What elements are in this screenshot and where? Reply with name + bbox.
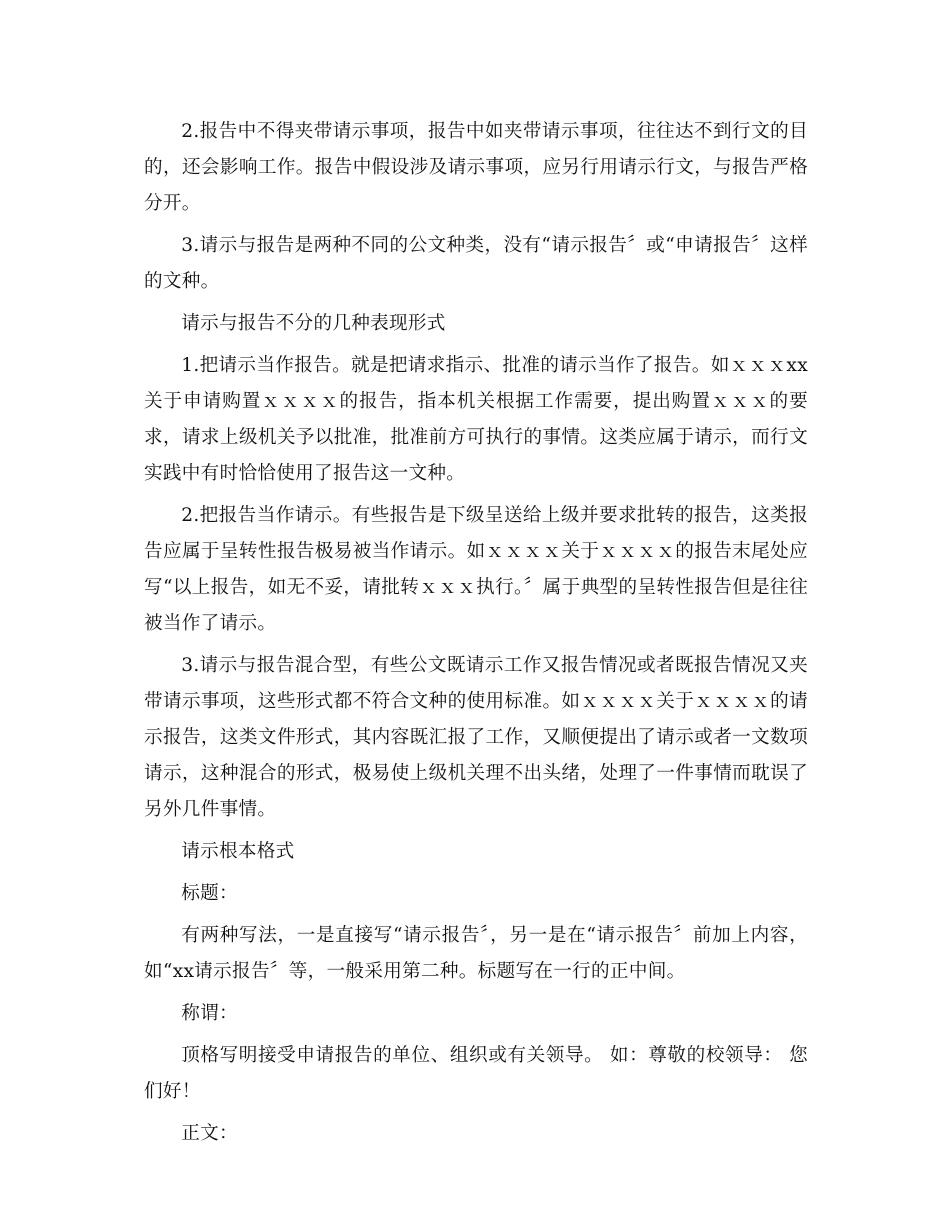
label-body: 正文： xyxy=(181,1123,238,1144)
section-heading-forms: 请示与报告不分的几种表现形式 xyxy=(181,313,446,334)
paragraph-report-as-request: 2.把报告当作请示。有些报告是下级呈送给上级并要求批转的报告，这类报告应属于呈转性报告极易被当作请示。如ｘｘｘｘ关于ｘｘｘｘ的报告末尾处应写“以上报告，如无不妥，请批转ｘｘｘ执行。〞属于典型的呈转性报告但是往往被当作了请示。 xyxy=(144,505,808,634)
paragraph-report-no-request: 2.报告中不得夹带请示事项，报告中如夹带请示事项，往往达不到行文的目的，还会影响工作。报告中假设涉及请示事项，应另行用请示行文，与报告严格分开。 xyxy=(144,121,808,214)
label-salutation: 称谓： xyxy=(181,1003,238,1024)
section-heading-format: 请示根本格式 xyxy=(181,841,295,862)
document-page xyxy=(144,114,808,1158)
label-title: 标题： xyxy=(181,883,238,904)
paragraph-different-types: 3.请示与报告是两种不同的公文种类，没有“请示报告〞或“申请报告〞这样的文种。 xyxy=(144,235,808,292)
paragraph-request-as-report: 1.把请示当作报告。就是把请求指示、批准的请示当作了报告。如ｘｘｘxx关于申请购置ｘｘｘｘ的报告，指本机关根据工作需要，提出购置ｘｘｘ的要求，请求上级机关予以批准，批准前方可执行的事情。这类应属于请示，而行文实践中有时恰恰使用了报告这一文种。 xyxy=(144,355,808,484)
paragraph-title-writing: 有两种写法，一是直接写“请示报告〞，另一是在“请示报告〞前加上内容，如“xx请示报告〞等，一般采用第二种。标题写在一行的正中间。 xyxy=(144,925,808,982)
paragraph-mixed-type: 3.请示与报告混合型，有些公文既请示工作又报告情况或者既报告情况又夹带请示事项，这些形式都不符合文种的使用标准。如ｘｘｘｘ关于ｘｘｘｘ的请示报告，这类文件形式，其内容既汇报了工作，又顺便提出了请示或者一文数项请示，这种混合的形式，极易使上级机关理不出头绪，处理了一件事情而耽误了另外几件事情。 xyxy=(144,655,808,820)
paragraph-salutation: 顶格写明接受申请报告的单位、组织或有关领导。 如：尊敬的校领导： 您们好！ xyxy=(144,1045,808,1102)
